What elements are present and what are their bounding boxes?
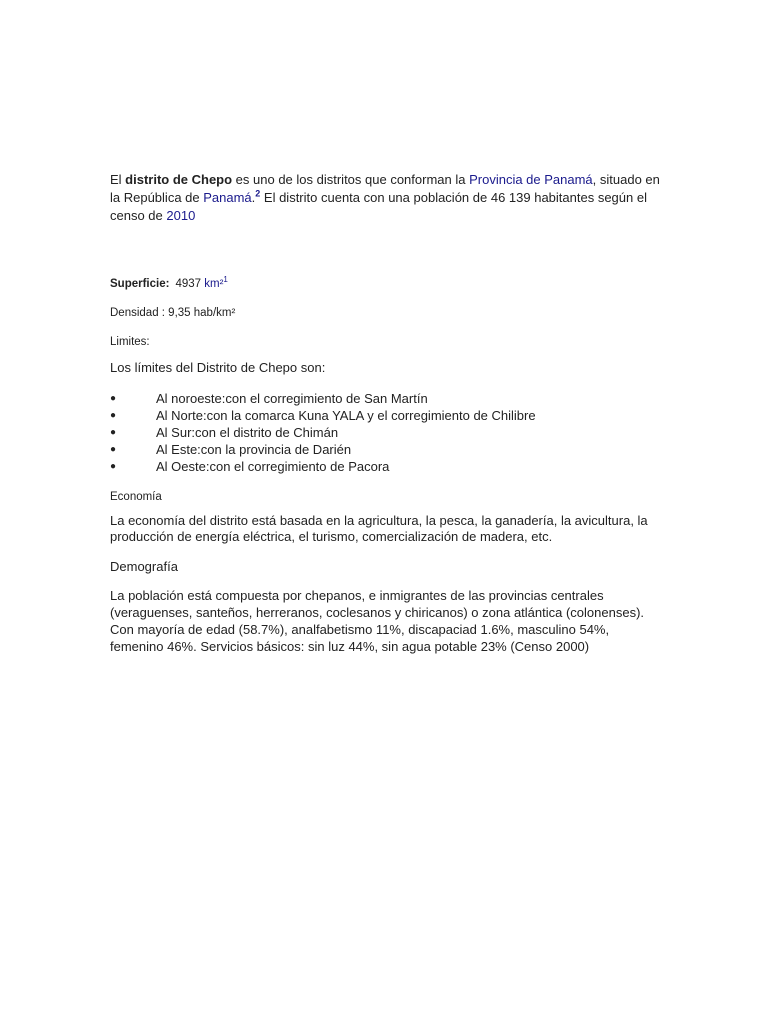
superficie-line bbox=[110, 272, 228, 292]
list-item-text: Al Sur:con el distrito de Chimán bbox=[156, 425, 339, 440]
intro-text: El bbox=[110, 172, 126, 187]
link-panama[interactable]: Panamá bbox=[203, 190, 252, 205]
bullet-icon: ● bbox=[110, 461, 117, 472]
intro-text: . bbox=[251, 190, 256, 205]
list-item-text: Al noroeste:con el corregimiento de San Martín bbox=[156, 391, 428, 406]
bullet-icon: ● bbox=[110, 393, 117, 404]
limites-label: Limites: bbox=[110, 336, 150, 348]
district-name: distrito de Chepo bbox=[125, 172, 233, 187]
economia-heading: Economía bbox=[110, 491, 162, 503]
superficie-label: Superficie: bbox=[110, 277, 170, 290]
list-item bbox=[110, 390, 536, 407]
limites-intro: Los límites del Distrito de Chepo son: bbox=[110, 360, 326, 375]
list-item bbox=[110, 458, 536, 475]
footnote-ref[interactable]: 2 bbox=[255, 188, 261, 199]
list-item bbox=[110, 441, 536, 458]
superficie-footnote[interactable]: 1 bbox=[223, 275, 228, 284]
intro-text: , situado en la República de bbox=[110, 172, 660, 205]
list-item-text: Al Oeste:con el corregimiento de Pacora bbox=[156, 459, 390, 474]
intro-text: es uno de los distritos que conforman la bbox=[232, 172, 470, 187]
demografia-heading: Demografía bbox=[110, 559, 178, 574]
list-item bbox=[110, 424, 536, 441]
link-provincia-panama[interactable]: Provincia de Panamá bbox=[469, 172, 593, 187]
densidad-line: Densidad : 9,35 hab/km² bbox=[110, 307, 236, 319]
link-2010[interactable]: 2010 bbox=[166, 208, 196, 223]
bullet-icon: ● bbox=[110, 427, 117, 438]
intro-text: El distrito cuenta con una población de 46 139 habitantes según el censo de bbox=[110, 190, 647, 223]
superficie-unit[interactable]: km² bbox=[204, 277, 224, 290]
bullet-icon: ● bbox=[110, 444, 117, 455]
intro-paragraph bbox=[110, 171, 670, 225]
bullet-icon: ● bbox=[110, 410, 117, 421]
economia-paragraph: La economía del distrito está basada en la agricultura, la pesca, la ganadería, la avicultura, la producción de energía eléctrica, el turismo, comercialización de madera, etc. bbox=[110, 513, 648, 544]
limits-list bbox=[110, 390, 536, 475]
list-item-text: Al Norte:con la comarca Kuna YALA y el corregimiento de Chilibre bbox=[156, 408, 536, 423]
superficie-value: 4937 bbox=[175, 277, 202, 290]
demografia-paragraph: La población está compuesta por chepanos, e inmigrantes de las provincias centrales (veraguenses, santeños, herreranos, coclesanos y chiricanos) o zona atlántica (colonenses). Con mayoría de edad (58.7%), analfabetismo 11%, discapaciad 1.6%, masculino 54%, femenino 46%. Servicios básicos: sin luz 44%, sin agua potable 23% (Censo 2000) bbox=[110, 588, 645, 654]
list-item bbox=[110, 407, 536, 424]
list-item-text: Al Este:con la provincia de Darién bbox=[156, 442, 352, 457]
